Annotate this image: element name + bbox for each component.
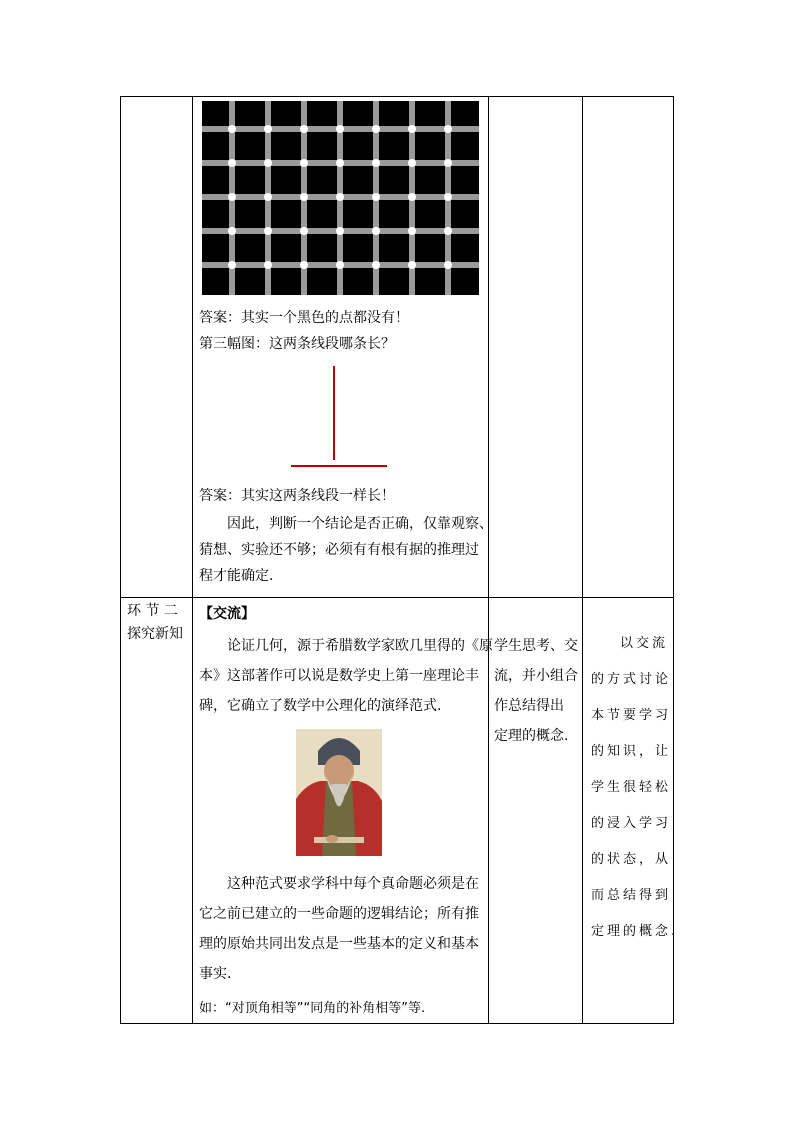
table-bottom-border	[120, 1023, 674, 1024]
para1-line-2: 本》这部著作可以说是数学史上第一座理论丰	[199, 668, 479, 684]
answer-1: 答案：其实一个黑色的点都没有！	[199, 310, 409, 326]
para1-line-1: 论证几何，源于希腊数学家欧几里得的《原	[227, 638, 493, 654]
grid-intersection-dot	[300, 125, 308, 133]
conclusion-line-3: 程才能确定.	[199, 568, 274, 584]
grid-intersection-dot	[336, 193, 344, 201]
grid-intersection-dot	[372, 261, 380, 269]
euclid-portrait-image	[296, 729, 382, 856]
grid-intersection-dot	[444, 125, 452, 133]
design-intent-1: 以交流	[620, 636, 669, 651]
stage-label-1: 环 节 二	[127, 603, 178, 619]
grid-intersection-dot	[408, 193, 416, 201]
student-activity-4: 定理的概念.	[494, 728, 569, 744]
student-activity-2: 流，并小组合	[494, 668, 578, 684]
design-intent-6: 的浸入学习	[591, 816, 672, 831]
grid-intersection-dot	[228, 125, 236, 133]
grid-intersection-dot	[408, 261, 416, 269]
table-top-border	[120, 96, 674, 97]
grid-intersection-dot	[408, 159, 416, 167]
stage-label-2: 探究新知	[127, 626, 183, 642]
grid-intersection-dot	[408, 227, 416, 235]
grid-intersection-dot	[264, 193, 272, 201]
grid-intersection-dot	[300, 159, 308, 167]
design-intent-2: 的方式讨论	[591, 672, 672, 687]
col-border-right	[673, 96, 674, 1024]
grid-intersection-dot	[444, 261, 452, 269]
design-intent-9: 定理的概念.	[591, 924, 679, 939]
question-3: 第三幅图：这两条线段哪条长？	[199, 336, 395, 352]
grid-intersection-dot	[444, 227, 452, 235]
para2-line-2: 它之前已建立的一些命题的逻辑结论；所有推	[199, 906, 479, 922]
design-intent-5: 学生很轻松	[591, 780, 672, 795]
grid-intersection-dot	[228, 227, 236, 235]
grid-intersection-dot	[444, 159, 452, 167]
para1-line-3: 碑，它确立了数学中公理化的演绎范式.	[199, 698, 442, 714]
col-border-left	[120, 96, 121, 1024]
line-segments-figure	[286, 362, 392, 472]
grid-intersection-dot	[300, 261, 308, 269]
student-activity-1: 学生思考、交	[494, 638, 578, 654]
grid-intersection-dot	[372, 227, 380, 235]
grid-intersection-dot	[264, 227, 272, 235]
grid-intersection-dot	[336, 261, 344, 269]
grid-intersection-dot	[228, 193, 236, 201]
col-border-2	[488, 96, 489, 1024]
grid-intersection-dot	[336, 159, 344, 167]
answer-2: 答案：其实这两条线段一样长！	[199, 488, 395, 504]
grid-intersection-dot	[300, 227, 308, 235]
design-intent-8: 而总结得到	[591, 888, 672, 903]
grid-intersection-dot	[336, 227, 344, 235]
grid-intersection-dot	[264, 261, 272, 269]
design-intent-7: 的状态，从	[591, 852, 672, 867]
grid-intersection-dot	[228, 261, 236, 269]
para2-line-3: 理的原始共同出发点是一些基本的定义和基本	[199, 936, 479, 952]
student-activity-3: 作总结得出	[494, 698, 564, 714]
para2-line-4: 事实.	[199, 966, 232, 982]
para2-line-1: 这种范式要求学科中每个真命题必须是在	[227, 876, 479, 892]
example-line: 如：“对顶角相等”“同角的补角相等”等.	[199, 1001, 426, 1016]
col-border-1	[192, 96, 193, 1024]
grid-intersection-dot	[372, 125, 380, 133]
section-heading: 【交流】	[199, 606, 255, 622]
grid-intersection-dot	[228, 159, 236, 167]
design-intent-3: 本节要学习	[591, 708, 672, 723]
grid-intersection-dot	[408, 125, 416, 133]
grid-intersection-dot	[264, 125, 272, 133]
design-intent-4: 的知识，让	[591, 744, 672, 759]
grid-intersection-dot	[444, 193, 452, 201]
grid-intersection-dot	[336, 125, 344, 133]
row-divider	[120, 597, 674, 598]
conclusion-line-2: 猜想、实验还不够；必须有有根有据的推理过	[199, 542, 479, 558]
grid-intersection-dot	[372, 159, 380, 167]
col-border-3	[582, 96, 583, 1024]
grid-intersection-dot	[264, 159, 272, 167]
grid-intersection-dot	[300, 193, 308, 201]
conclusion-line-1: 因此，判断一个结论是否正确，仅靠观察、	[227, 516, 493, 532]
grid-intersection-dot	[372, 193, 380, 201]
grid-illusion-image	[202, 101, 479, 295]
